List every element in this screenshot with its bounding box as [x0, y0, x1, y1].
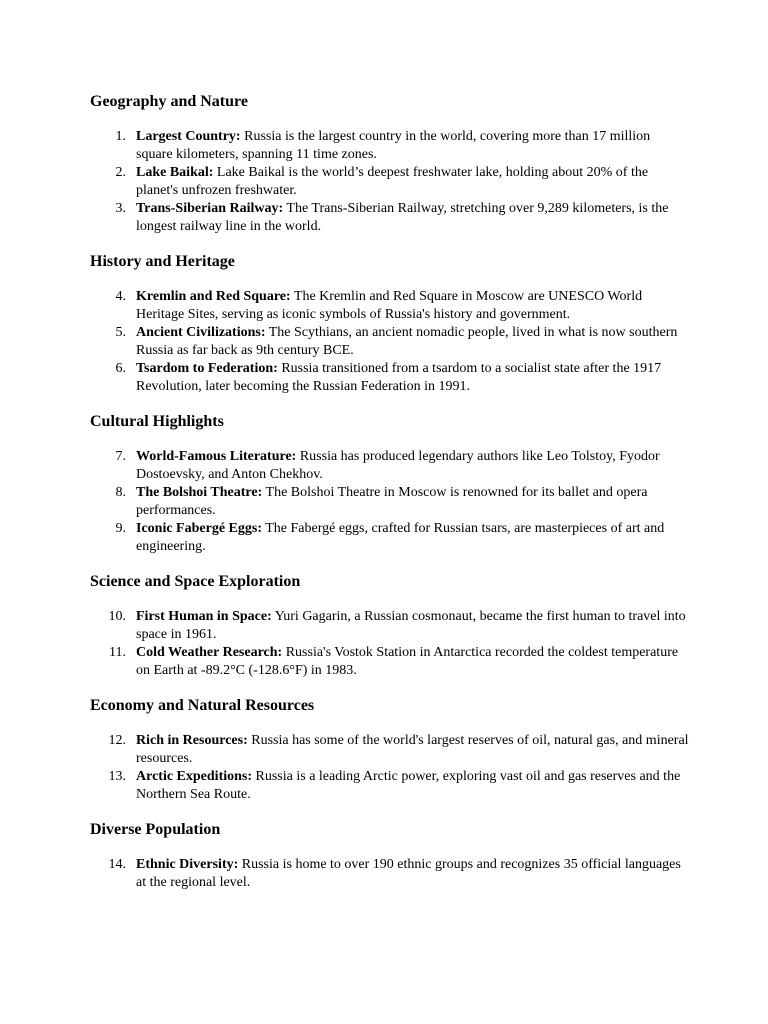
section-heading: Science and Space Exploration: [90, 573, 301, 590]
document-section: [90, 252, 690, 396]
list-item-text: Russia has produced legendary authors like Leo Tolstoy, Fyodor Dostoevsky, and Anton Chekhov.: [136, 449, 660, 482]
list-item-title: Tsardom to Federation:: [136, 361, 278, 376]
list-item-title: Ethnic Diversity:: [136, 857, 239, 872]
list-item-title: Kremlin and Red Square:: [136, 289, 291, 304]
list-item: [90, 448, 690, 484]
section-heading: Economy and Natural Resources: [90, 697, 315, 714]
list-item-text: Russia transitioned from a tsardom to a socialist state after the 1917 Revolution, later becoming the Russian Federation in 1991.: [136, 361, 662, 394]
list-item: [90, 520, 690, 556]
list-item-text: Russia is a leading Arctic power, exploring vast oil and gas reserves and the Northern Sea Route.: [136, 769, 681, 802]
list-item-number: 9.: [115, 521, 126, 536]
list-item: [90, 732, 690, 768]
numbered-list: [90, 128, 690, 236]
list-item-number: 11.: [109, 645, 126, 660]
list-item-title: Iconic Fabergé Eggs:: [136, 521, 262, 536]
document-section: [90, 412, 690, 556]
list-item-text: The Fabergé eggs, crafted for Russian tsars, are masterpieces of art and engineering.: [136, 521, 665, 554]
list-item-title: Cold Weather Research:: [136, 645, 283, 660]
list-item-number: 3.: [115, 201, 126, 216]
list-item-text: The Trans-Siberian Railway, stretching over 9,289 kilometers, is the longest railway line in the world.: [136, 201, 669, 234]
list-item: [90, 164, 690, 200]
document-section: [90, 696, 690, 804]
list-item: [90, 324, 690, 360]
list-item-number: 14.: [108, 857, 126, 872]
list-item-title: Lake Baikal:: [136, 165, 214, 180]
section-heading: History and Heritage: [90, 253, 235, 270]
list-item-number: 8.: [115, 485, 126, 500]
list-item-title: Trans-Siberian Railway:: [136, 201, 284, 216]
numbered-list: [90, 448, 690, 556]
list-item-text: Russia is home to over 190 ethnic groups and recognizes 35 official languages at the regional level.: [136, 857, 681, 890]
list-item-number: 4.: [115, 289, 126, 304]
list-item-number: 10.: [108, 609, 126, 624]
document-section: [90, 92, 690, 236]
list-item-title: The Bolshoi Theatre:: [136, 485, 263, 500]
section-heading: Geography and Nature: [90, 93, 248, 110]
list-item-text: Russia is the largest country in the world, covering more than 17 million square kilometers, spanning 11 time zones.: [136, 129, 651, 162]
list-item: [90, 288, 690, 324]
list-item-text: Yuri Gagarin, a Russian cosmonaut, became the first human to travel into space in 1961.: [136, 609, 686, 642]
document-section: [90, 820, 690, 892]
numbered-list: [90, 732, 690, 804]
list-item: [90, 608, 690, 644]
numbered-list: [90, 608, 690, 680]
list-item-number: 6.: [115, 361, 126, 376]
list-item-number: 1.: [115, 129, 126, 144]
list-item-title: World-Famous Literature:: [136, 449, 297, 464]
section-heading: Diverse Population: [90, 821, 221, 838]
list-item-number: 13.: [108, 769, 126, 784]
list-item: [90, 856, 690, 892]
list-item: [90, 200, 690, 236]
list-item-number: 12.: [108, 733, 126, 748]
document-body: [90, 92, 690, 908]
list-item-title: Rich in Resources:: [136, 733, 248, 748]
list-item-text: The Scythians, an ancient nomadic people, lived in what is now southern Russia as far back as 9th century BCE.: [136, 325, 678, 358]
list-item-title: Largest Country:: [136, 129, 241, 144]
list-item-text: The Kremlin and Red Square in Moscow are UNESCO World Heritage Sites, serving as iconic symbols of Russia's history and government.: [136, 289, 643, 322]
numbered-list: [90, 288, 690, 396]
section-heading: Cultural Highlights: [90, 413, 224, 430]
document-section: [90, 572, 690, 680]
list-item-number: 2.: [115, 165, 126, 180]
list-item-number: 5.: [115, 325, 126, 340]
list-item: [90, 768, 690, 804]
list-item-title: Arctic Expeditions:: [136, 769, 253, 784]
list-item: [90, 128, 690, 164]
list-item-text: Russia's Vostok Station in Antarctica recorded the coldest temperature on Earth at -89.2°C (-128.6°F) in 1983.: [136, 645, 679, 678]
list-item: [90, 484, 690, 520]
list-item-text: Russia has some of the world's largest reserves of oil, natural gas, and mineral resources.: [136, 733, 689, 766]
list-item: [90, 644, 690, 680]
list-item: [90, 360, 690, 396]
list-item-text: The Bolshoi Theatre in Moscow is renowned for its ballet and opera performances.: [136, 485, 648, 518]
list-item-title: Ancient Civilizations:: [136, 325, 266, 340]
numbered-list: [90, 856, 690, 892]
list-item-text: Lake Baikal is the world’s deepest freshwater lake, holding about 20% of the planet's unfrozen freshwater.: [136, 165, 649, 198]
list-item-title: First Human in Space:: [136, 609, 272, 624]
list-item-number: 7.: [115, 449, 126, 464]
